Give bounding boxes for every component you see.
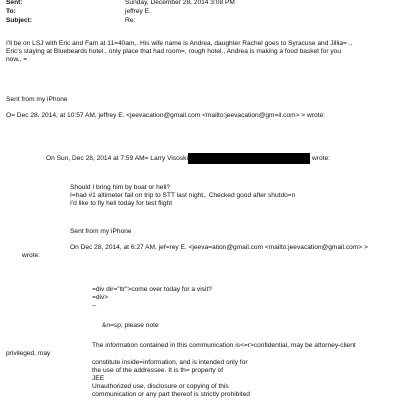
to-label: To: [6, 8, 16, 15]
disclaimer-line-2: constitute inside=information, and is intended only for [92, 359, 248, 366]
quote-2-header-end: wrote: [312, 155, 330, 162]
quote-1-header: O= Dec 28, 2014, at 10:57 AM, jeffrey E. <jeevacation@gmail.com <mailto:jeevacation@gm=il.com> > wrote: [6, 112, 325, 119]
sent-from-iphone-1: Sent from my iPhone [6, 96, 68, 103]
quote-3-header-line-1: On Dec 28, 2014, at 6:27 AM, jef=rey E. <jeeva=ation@gmail.com <mailto:jeevacation@gmail.com> > [70, 244, 368, 251]
quote-2-line-2: I=had #1 altimeter fail on trip to STT last night,. Checked good after shutdo=n [70, 192, 296, 199]
body-paragraph-line-3: now., = [6, 56, 28, 63]
quote-3-line-1: =div dir="ltr">come over today for a visit? [92, 286, 212, 293]
sent-label: Sent: [6, 0, 23, 6]
redaction-block [188, 153, 310, 164]
quote-3-header-line-2: wrote: [22, 252, 40, 259]
quote-2-header-start: On Sun, Dec 28, 2014 at 7:59 AM= Larry Visoski [46, 155, 188, 162]
subject-value: Re: [125, 17, 136, 24]
disclaimer-line-4: JEE [92, 375, 105, 382]
sent-from-iphone-2: Sent from my iPhone [70, 228, 132, 235]
quote-3-line-2: =div> [92, 294, 109, 301]
body-paragraph-line-1: I'll be on LSJ with Eric and Fam at 11=40am,. His wife name is Andrea, daughter Rachel goes to Syracuse and Jillia= ., [6, 40, 353, 47]
quote-2-line-3: I'd like to fly heli today for test flight [70, 200, 173, 207]
subject-label: Subject: [6, 17, 33, 24]
quote-2-line-1: Should I bring him by boat or heli? [70, 184, 171, 191]
disclaimer-line-1b: privileged, may [6, 350, 51, 357]
quote-3-line-3: -- [92, 302, 97, 309]
quote-3-line-4: &n=sp; please note [102, 322, 159, 329]
to-value: jeffrey E. [125, 8, 151, 15]
body-paragraph-line-2: Eric's staying at Bluebeards hotel., only place that had room=, rough hotel., Andrea is making a food basket for you [6, 48, 341, 55]
sent-value: Sunday, December 28, 2014 3:08 PM [125, 0, 235, 6]
disclaimer-line-1: The information contained in this communication is<=r>confidential, may be attorney-client [92, 342, 356, 349]
disclaimer-line-5: Unauthorized use, disclosure or copying of this [92, 383, 229, 390]
disclaimer-line-6: communication or any part thereof is strictly prohibited [92, 391, 250, 398]
disclaimer-line-3: the use of the addressee. It is th= property of [92, 367, 224, 374]
